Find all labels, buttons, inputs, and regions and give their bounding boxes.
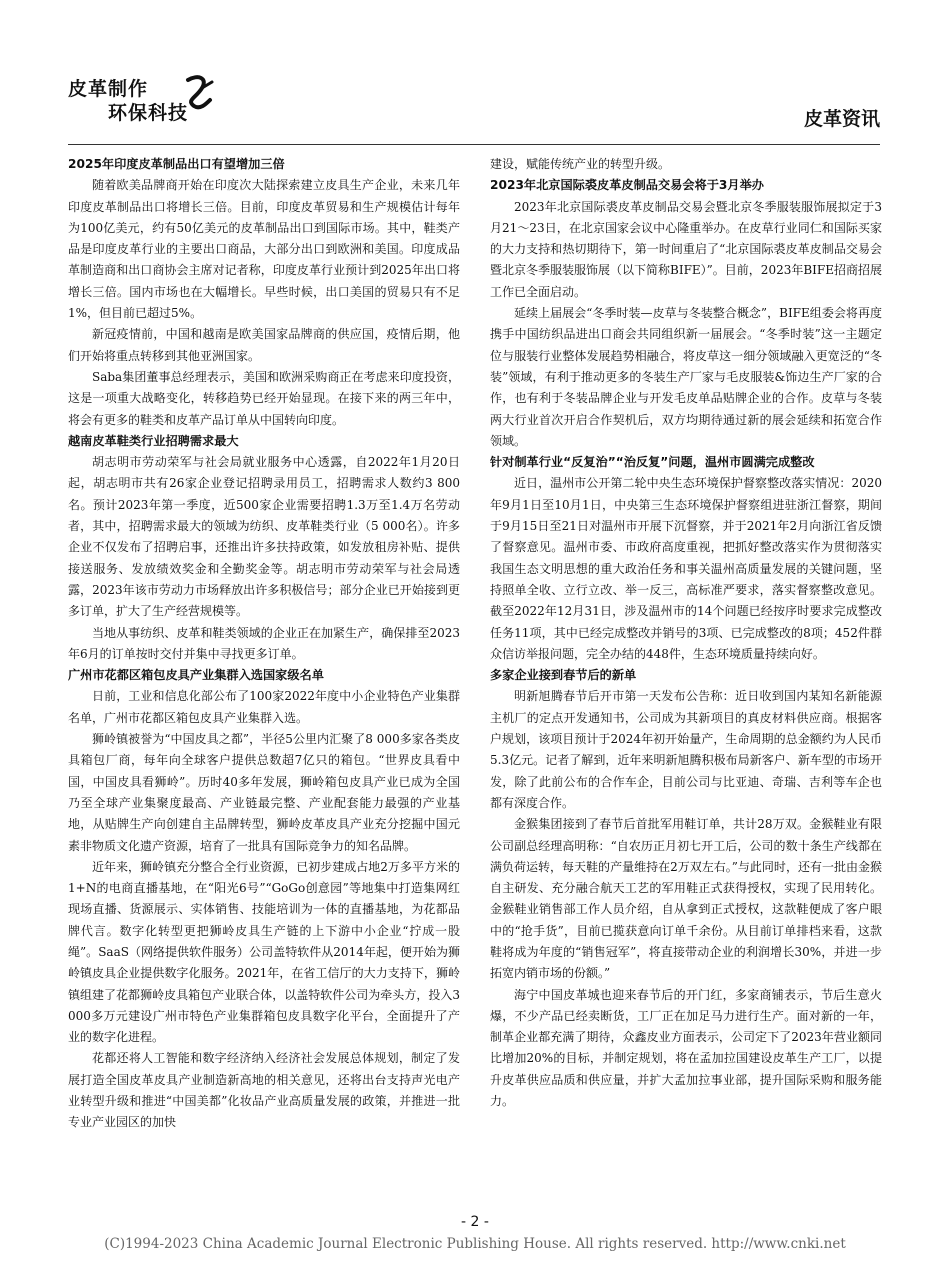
- article-title: 针对制革行业“反复治”“治反复”问题，温州市圆满完成整改: [490, 455, 815, 470]
- article-paragraph-continued: 建设，赋能传统产业的转型升级。: [490, 157, 671, 171]
- article-paragraph: 随着欧美品牌商开始在印度次大陆探索建立皮具生产企业，未来几年印度皮革制品出口将增长三倍。目前，印度皮革贸易和生产规模估计每年为100亿美元，约有50亿美元的皮革制品出口到国际市场。其中，鞋类产品是印度皮革行业的主要出口商品，大部分出口到欧洲和美国。印度成品革制造商和出口商协会主席对记者称，印度皮革行业预计到2025年出口将增长三倍。国内市场也在大幅增长。早些时候，出口美国的贸易只有不足1%，但目前已超过5%。: [68, 178, 460, 321]
- logo-line1: 皮革制作: [68, 78, 149, 100]
- article-paragraph: 当地从事纺织、皮革和鞋类领域的企业正在加紧生产，确保排至2023年6月的订单按时交付并集中寻找更多订单。: [68, 625, 460, 661]
- article-title: 广州市花都区箱包皮具产业集群入选国家级名单: [68, 668, 324, 683]
- article-paragraph: 近日，温州市公开第二轮中央生态环境保护督察整改落实情况：2020年9月1日至10月1日，中央第三生态环境保护督察组进驻浙江督察，期间于9月15日至21日对温州市开展下沉督察，并于2021年2月向浙江省反馈了督察意见。温州市委、市政府高度重视，把抓好整改落实作为贯彻落实我国生态文明思想的重大政治任务和事关温州高质量发展的关键问题，坚持照单全收、立行立改、举一反三，高标准严要求，落实督察整改意见。截至2022年12月31日，涉及温州市的14个问题已经按序时要求完成整改任务11项，其中已经完成整改并销号的3项、已完成整改的8项；452件群众信访举报问题，完全办结的448件，生态环境质量持续向好。: [490, 476, 882, 661]
- copyright-footer: (C)1994-2023 China Academic Journal Electronic Publishing House. All rights reserved. http://www.cnki.net: [104, 1236, 846, 1252]
- article-paragraph: 日前，工业和信息化部公布了100家2022年度中小企业特色产业集群名单，广州市花都区箱包皮具产业集群入选。: [68, 689, 460, 725]
- article-paragraph: Saba集团董事总经理表示，美国和欧洲采购商正在考虑来印度投资，这是一项重大战略变化，转移趋势已经开始显现。在接下来的两三年中，将会有更多的鞋类和皮革产品订单从中国转向印度。: [68, 369, 460, 427]
- article-paragraph: 海宁中国皮革城也迎来春节后的开门红，多家商铺表示，节后生意火爆，不少产品已经卖断货，工厂正在加足马力进行生产。面对新的一年，制革企业都充满了期待，众鑫皮业方面表示，公司定下了2023年营业额同比增加20%的目标，并制定规划，将在孟加拉国建设皮革生产工厂，以提升皮革供应品质和供应量，并扩大孟加拉事业部，提升国际采购和服务能力。: [490, 987, 882, 1109]
- article-paragraph: 明新旭腾春节后开市第一天发布公告称：近日收到国内某知名新能源主机厂的定点开发通知书，公司成为其新项目的真皮材料供应商。根据客户规划，该项目预计于2024年初开始量产，生命周期的总金额约为人民币5.3亿元。记者了解到，近年来明新旭腾积极布局新客户、新车型的市场开发，除了此前公布的合作车企，目前公司与比亚迪、奇瑞、吉利等车企也都有深度合作。: [490, 689, 882, 810]
- article-paragraph: 2023年北京国际裘皮革皮制品交易会暨北京冬季服装服饰展拟定于3月21～23日，在北京国家会议中心隆重举办。在皮草行业同仁和国际买家的大力支持和热切期待下，第一时间重启了“北京国际裘皮革皮制品交易会暨北京冬季服装服饰展（以下简称BIFE）”。目前，2023年BIFE招商招展工作已全面启动。: [490, 199, 882, 299]
- page-number: - 2 -: [461, 1214, 489, 1230]
- article-title: 多家企业接到春节后的新单: [490, 668, 637, 683]
- left-column: [68, 154, 460, 1134]
- article-title: 2025年印度皮革制品出口有望增加三倍: [68, 157, 285, 171]
- journal-logo: [68, 72, 268, 132]
- logo-line2: 环保科技: [108, 102, 189, 124]
- section-label: 皮革资讯: [803, 108, 880, 130]
- article-paragraph: 延续上届展会“冬季时装—皮草与冬装整合概念”，BIFE组委会将再度携手中国纺织品进出口商会共同组织新一届展会。“冬季时装”这一主题定位与服装行业整体发展趋势相融合，将皮草这一细分领域融入更宽泛的“冬装”领域，有利于推动更多的冬装生产厂家与毛皮服装&饰边生产厂家的合作，也有利于冬装品牌企业与开发毛皮单品贴牌企业的合作。皮草与冬装两大行业首次开启合作契机后，双方均期待通过新的展会延续和拓宽合作领域。: [490, 306, 882, 448]
- article-paragraph: 花都还将人工智能和数字经济纳入经济社会发展总体规划，制定了发展打造全国皮革皮具产业制造新高地的相关意见，还将出台支持声光电产业转型升级和推进“中国美都”化妆品产业高质量发展的政策，并推进一批专业产业园区的加快: [68, 1051, 460, 1130]
- article-paragraph: 近年来，狮岭镇充分整合全行业资源，已初步建成占地2万多平方米的1+N的电商直播基地，在“阳光6号”“GoGo创意园”等地集中打造集网红现场直播、货源展示、实体销售、技能培训为一体的直播基地，为花都品牌代言。数字化转型更把狮岭皮具生产链的上下游中小企业“拧成一股绳”。SaaS（网络提供软件服务）公司盖特软件从2014年起，便开始为狮岭镇皮具企业提供数字化服务。2021年，在省工信厅的大力支持下，狮岭镇组建了花都狮岭皮具箱包产业联合体，以盖特软件公司为牵头方，投入3 000多万元建设广州市特色产业集群箱包皮具数字化平台，全面提升了产业的数字化进程。: [68, 859, 460, 1045]
- right-column: [490, 154, 882, 1112]
- header-divider: [68, 144, 880, 145]
- article-title: 2023年北京国际裘皮革皮制品交易会将于3月举办: [490, 178, 764, 193]
- article-title: 越南皮革鞋类行业招聘需求最大: [68, 433, 239, 448]
- article-paragraph: 狮岭镇被誉为“中国皮具之都”，半径5公里内汇聚了8 000多家各类皮具箱包厂商，每年向全球客户提供总数超7亿只的箱包。“世界皮具看中国，中国皮具看狮岭”。历时40多年发展，狮岭箱包皮具产业已成为全国乃至全球产业集聚度最高、产业链最完整、产业配套能力最强的产业基地，从贴牌生产向创建自主品牌转型，狮岭皮革皮具产业充分挖掘中国元素非物质文化遗产资源，培育了一批具有国际竞争力的知名品牌。: [68, 732, 460, 853]
- article-paragraph: 胡志明市劳动荣军与社会局就业服务中心透露，自2022年1月20日起，胡志明市共有26家企业登记招聘录用员工，招聘需求人数约3 800名。预计2023年第一季度，近500家企业需要招聘1.3万至1.4万名劳动者，其中，招聘需求最大的领域为纺织、皮革鞋类行业（5 000名）。许多企业不仅发布了招聘启事，还推出许多扶持政策，如发放租房补贴、提供接送服务、发放绩效奖金和全勤奖金等。胡志明市劳动荣军与社会局透露，2023年该市劳动力市场释放出许多积极信号；部分企业已开始接到更多订单，扩大了生产经营规模等。: [68, 455, 460, 619]
- article-paragraph: 金猴集团接到了春节后首批军用鞋订单，共计28万双。金猴鞋业有限公司副总经理高明称：“自农历正月初七开工后，公司的数十条生产线都在满负荷运转，每天鞋的产量维持在2万双左右。”与此同时，还有一批由金猴自主研发、充分融合航天工艺的军用鞋正式获得授权，实现了民用转化。金猴鞋业销售部工作人员介绍，自从拿到正式授权，这款鞋便成了客户眼中的“抢手货”，目前已揽获意向订单千余份。从目前订单排档来看，这款鞋将成为年度的“销售冠军”，将直接带动企业的利润增长30%，并进一步拓宽内销市场的份额。”: [490, 817, 882, 981]
- article-paragraph: 新冠疫情前，中国和越南是欧美国家品牌商的供应国，疫情后期，他们开始将重点转移到其他亚洲国家。: [68, 327, 460, 363]
